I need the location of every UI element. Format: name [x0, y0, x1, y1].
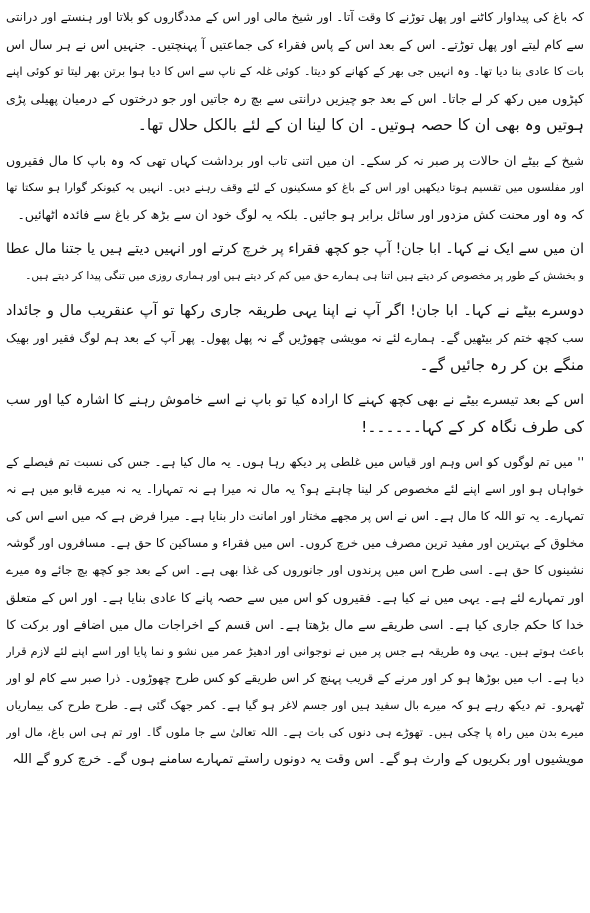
- text-line: مویشیوں اور بکریوں کے وارث ہو گے۔ اس وقت یہ دونوں راستے تمہارے سامنے ہوں گے۔ خرچ کرو گے اللہ: [12, 752, 584, 767]
- text-line: دیا ہے۔ اب میں بوڑھا ہو کر اور مرنے کے قریب پہنچ کر اس طریقے کو کس طرح چھوڑوں۔ ذرا صبر سے کام لو اور: [6, 671, 584, 685]
- paragraph: [6, 298, 584, 379]
- text-line: سب کچھ ختم کر بیٹھیں گے۔ ہمارے لئے نہ مویشی چھوڑیں گے نہ پھل پھول۔ پھر آپ کے بعد ہم لوگ فقیر اور بھیک: [6, 331, 584, 345]
- text-line: شیخ کے بیٹے ان حالات پر صبر نہ کر سکے۔ ان میں اتنی تاب اور برداشت کہاں تھی کہ وہ باپ کا مال فقیروں: [6, 153, 584, 168]
- text-line: سے کام لیتے اور پھل توڑتے۔ اس کے بعد اس کے پاس فقراء کی جماعتیں آ پہنچتیں۔ جنہیں اس نے ہر سال اس: [6, 37, 584, 52]
- paragraph: [6, 387, 584, 441]
- text-line: کہ وہ اور محنت کش مزدور اور سائل برابر ہو جائیں۔ بلکہ یہ لوگ خود ان سے بڑھ کر باغ سے فائدہ اٹھائیں۔: [17, 207, 584, 222]
- text-line: کپڑوں میں رکھ کر لے جاتا۔ اس کے بعد جو چیزیں درانتی سے بچ رہ جاتیں اور جو درختوں کے درمیان پھیلی پڑی: [6, 91, 584, 106]
- text-line: اور تمہارے لئے ہے۔ یہی میں نے کیا ہے۔ فقیروں کو اس میں سے حصہ پانے کا عادی بنایا ہے۔ اور اس کے متعلق: [6, 590, 584, 605]
- text-line: منگے بن کر رہ جائیں گے۔: [419, 356, 584, 374]
- text-line: دوسرے بیٹے نے کہا۔ ابا جان! اگر آپ نے اپنا یہی طریقہ جاری رکھا تو آپ عنقریب مال و جائداد: [6, 303, 584, 319]
- text-line: تمہارے۔ یہ تو اللہ کا مال ہے۔ اس نے اس پر مجھے مختار اور امانت دار بنایا ہے۔ میرا فرض ہے کہ میں اسے اس کی: [6, 509, 584, 523]
- text-line: ہوتیں وہ بھی ان کا حصہ ہوتیں۔ ان کا لینا ان کے لئے بالکل حلال تھا۔: [137, 116, 584, 134]
- text-line: بات کا عادی بنا دیا تھا۔ وہ انہیں جی بھر کے کھانے کو دیتا۔ کوئی غلہ کے ناپ سے اس کا دیا ہوا برتن بھر لیتا تو کوئی اپنے: [6, 64, 584, 78]
- text-line: نشینوں کا حق ہے۔ اسی طرح اس میں پرندوں اور جانوروں کی غذا بھی ہے۔ اس کے بعد جو کچھ بچ جائے وہ میرے: [6, 563, 584, 577]
- text-line: میرے بدن میں راہ پا چکی ہیں۔ تھوڑے ہی دنوں کی بات ہے۔ اللہ تعالیٰ سے جا ملوں گا۔ اور تم ہی اس باغ، مال اور: [6, 725, 584, 739]
- text-line: '' میں تم لوگوں کو اس وہم اور قیاس میں غلطی پر دیکھ رہا ہوں۔ یہ مال کیا ہے۔ جس کی نسبت تم فیصلے کے: [6, 455, 584, 469]
- text-line: و بخشش کے طور پر مخصوص کر دیتے ہیں اتنا ہی ہمارے حق میں کم کر دیتے ہیں اور ہماری روزی میں تنگی پیدا کر دیتے ہیں۔: [25, 270, 584, 282]
- text-line: کی طرف نگاہ کر کے کہا۔۔۔۔۔۔!: [361, 418, 584, 436]
- paragraph: [6, 147, 584, 228]
- text-line: ان میں سے ایک نے کہا۔ ابا جان! آپ جو کچھ فقراء پر خرچ کرتے اور انہیں دیتے ہیں یا جتنا مال عطا: [6, 241, 584, 257]
- text-line: باعث ہوتے ہیں۔ یہی وہ طریقہ ہے جس پر میں نے نوجوانی اور ادھیڑ عمر میں نشو و نما پایا اور اسے اپنے لئے لازم قرار: [6, 644, 584, 658]
- text-line: خدا کا حکم جاری کیا ہے۔ اسی طریقے سے مال بڑھتا ہے۔ اس قسم کے اخراجات مال میں اضافے اور برکت کا: [6, 617, 584, 632]
- text-line: اور مفلسوں میں تقسیم ہوتا دیکھیں اور اس کے باغ کو مسکینوں کے لئے وقف رہنے دیں۔ انہیں یہ کیونکر گوارا ہو سکتا تھا: [6, 181, 584, 194]
- text-line: ٹھہرو۔ تم دیکھ رہے ہو کہ میرے بال سفید ہیں اور جسم لاغر ہو گیا ہے۔ کمر جھک گئی ہے۔ طرح طرح کی بیماریاں: [6, 698, 584, 712]
- paragraph: [6, 4, 584, 139]
- paragraph: [6, 449, 584, 773]
- paragraph: [6, 236, 584, 290]
- text-line: کہ باغ کی پیداوار کاٹنے اور پھل توڑنے کا وقت آتا۔ اور شیخ مالی اور اس کے مددگاروں کو بلاتا اور ہنستے اور درانتی: [6, 10, 584, 24]
- text-line: مخلوق کے بہترین اور مفید ترین مصرف میں خرچ کروں۔ اس میں فقراء و مساکین کا حق ہے۔ مسافروں اور گوشہ: [6, 536, 584, 550]
- text-line: اس کے بعد تیسرے بیٹے نے بھی کچھ کہنے کا ارادہ کیا تو باپ نے اسے خاموش رہنے کا اشارہ کیا اور سب: [6, 392, 584, 408]
- text-line: خواہاں ہو اور اسے اپنے لئے مخصوص کر لینا چاہتے ہو؟ یہ مال نہ میرا ہے نہ تمہارا۔ یہ نہ میرے قابو میں ہے نہ: [6, 482, 584, 496]
